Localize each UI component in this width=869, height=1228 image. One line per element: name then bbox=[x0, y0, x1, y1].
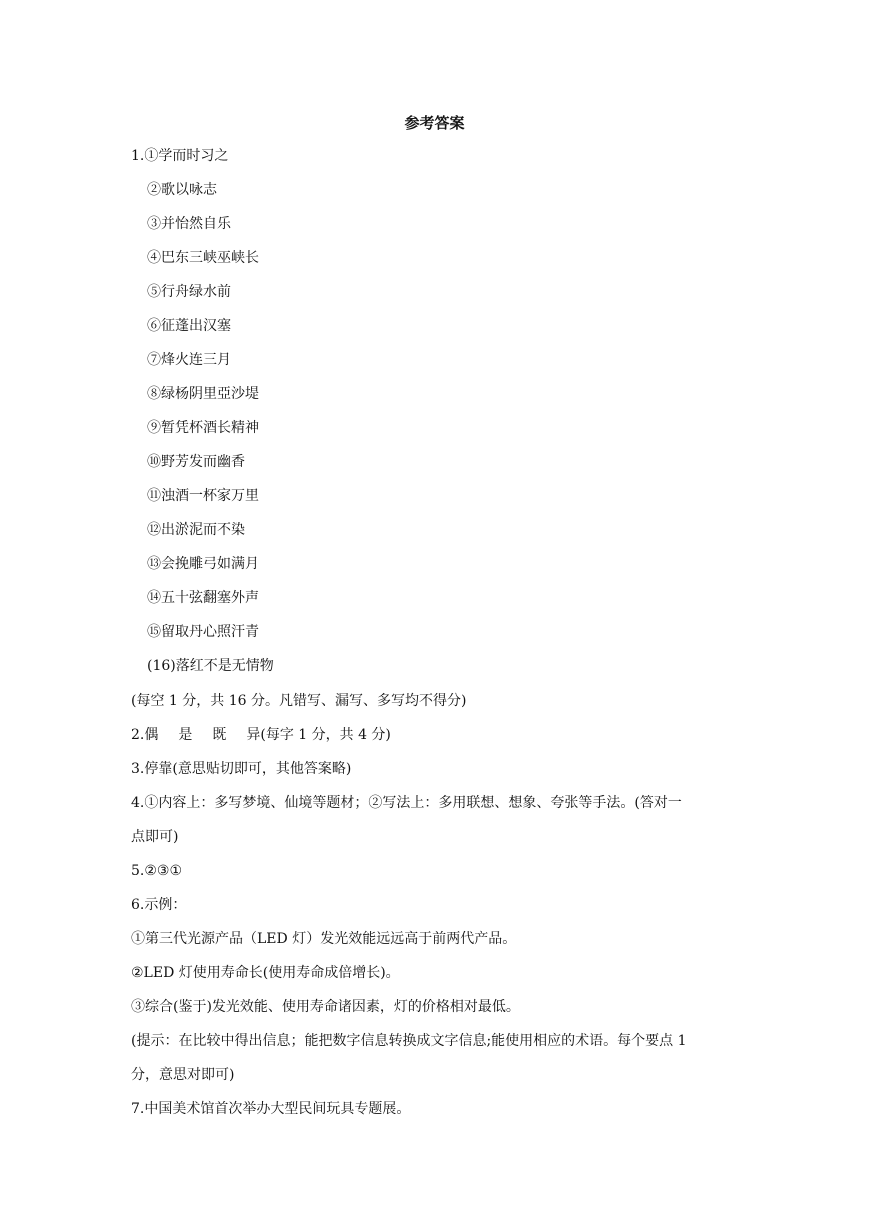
q2-scoring-note: (每字 1 分，共 4 分) bbox=[260, 727, 391, 743]
q7-answer: 7.中国美术馆首次举办大型民间玩具专题展。 bbox=[131, 1101, 411, 1117]
q5-answer: 5.②③① bbox=[131, 863, 183, 879]
q2-number: 2. bbox=[131, 727, 145, 743]
q1-lead: 1.①学而时习之 bbox=[131, 148, 229, 164]
q1-item-5: ⑤行舟绿水前 bbox=[147, 284, 231, 300]
q4-answer-line-1: 4.①内容上：多写梦境、仙境等题材；②写法上：多用联想、想象、夸张等手法。(答对一 bbox=[131, 795, 682, 811]
q2-word-1: 偶 bbox=[144, 727, 159, 743]
q1-item-8: ⑧绿杨阴里亞沙堤 bbox=[147, 386, 259, 402]
q6-item-3: ③综合(鉴于)发光效能、使用寿命诸因素，灯的价格相对最低。 bbox=[131, 999, 520, 1015]
q2-word-4: 异 bbox=[246, 727, 261, 743]
q1-item-14: ⑭五十弦翻塞外声 bbox=[147, 590, 259, 606]
q1-item-4: ④巴东三峡巫峡长 bbox=[147, 250, 259, 266]
q6-hint-line-2: 分，意思对即可) bbox=[131, 1067, 235, 1083]
q6-lead: 6.示例： bbox=[131, 897, 187, 913]
q2-word-3: 既 bbox=[212, 727, 227, 743]
q1-item-10: ⑩野芳发而幽香 bbox=[147, 454, 245, 470]
q6-item-2: ②LED 灯使用寿命长(使用寿命成倍增长)。 bbox=[131, 965, 400, 981]
q2-word-2: 是 bbox=[178, 727, 193, 743]
q1-item-9: ⑨暂凭杯酒长精神 bbox=[147, 420, 259, 436]
q1-item-6: ⑥征蓬出汉塞 bbox=[147, 318, 231, 334]
q1-item-13: ⑬会挽雕弓如满月 bbox=[147, 556, 259, 572]
q6-item-1: ①第三代光源产品（LED 灯）发光效能远远高于前两代产品。 bbox=[131, 931, 517, 947]
q1-item-16: (16)落红不是无情物 bbox=[147, 658, 274, 674]
q1-scoring-note: (每空 1 分，共 16 分。凡错写、漏写、多写均不得分) bbox=[131, 693, 467, 709]
q2-answer bbox=[131, 724, 391, 746]
q6-hint-line-1: (提示：在比较中得出信息；能把数字信息转换成文字信息;能使用相应的术语。每个要点 1 bbox=[131, 1033, 687, 1049]
q1-item-15: ⑮留取丹心照汗青 bbox=[147, 624, 259, 640]
q1-item-3: ③并怡然自乐 bbox=[147, 216, 231, 232]
q1-item-7: ⑦烽火连三月 bbox=[147, 352, 231, 368]
q1-item-12: ⑫出淤泥而不染 bbox=[147, 522, 245, 538]
q1-item-11: ⑪浊酒一杯家万里 bbox=[147, 488, 259, 504]
q1-item-2: ②歌以咏志 bbox=[147, 182, 217, 198]
q4-answer-line-2: 点即可) bbox=[131, 829, 179, 845]
page-title: 参考答案 bbox=[404, 114, 465, 132]
q3-answer: 3.停靠(意思贴切即可，其他答案略) bbox=[131, 761, 352, 777]
